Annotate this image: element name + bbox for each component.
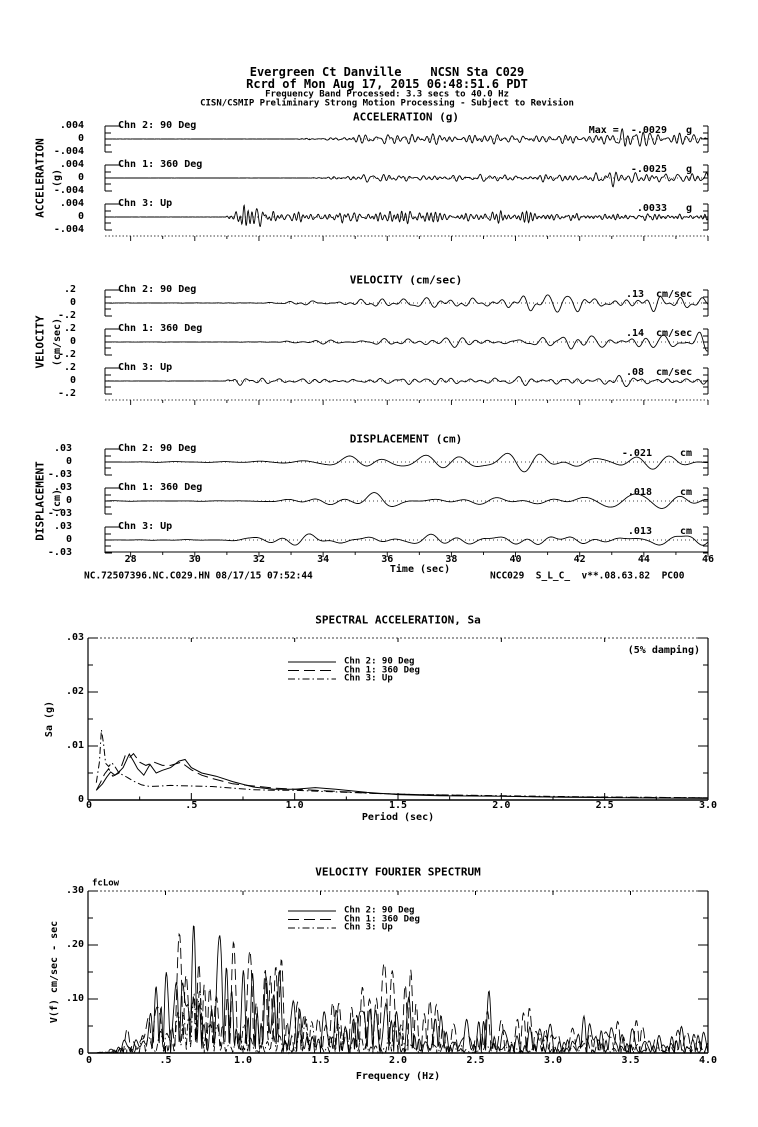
y-tick-label: .02: [65, 686, 84, 697]
x-tick-label: 40: [509, 554, 522, 565]
displacement-axis-unit: (cm): [52, 488, 63, 514]
y-tick-label: -.004: [53, 185, 84, 196]
y-tick-label: .03: [53, 521, 72, 532]
channel-label: Chn 2: 90 Deg: [118, 284, 197, 295]
peak-value-label: -.0025: [630, 164, 667, 175]
y-tick-label: 0: [77, 211, 84, 222]
damping-annotation: (5% damping): [627, 645, 700, 656]
peak-unit-label: cm: [680, 448, 693, 459]
velocity-axis-unit: (cm/sec): [52, 317, 63, 367]
frequency-axis-label: Frequency (Hz): [355, 1071, 441, 1082]
peak-value-label: .0033: [636, 203, 667, 214]
y-tick-label: .03: [53, 482, 72, 493]
y-tick-label: 0: [65, 534, 72, 545]
velocity-axis-label: VELOCITY: [33, 315, 47, 369]
channel-label: Chn 3: Up: [118, 198, 173, 209]
peak-value-label: .013: [627, 526, 652, 537]
x-tick-label: 1.0: [233, 1055, 253, 1066]
peak-value-label: Max = -.0029: [588, 125, 667, 136]
sa-chart-title: SPECTRAL ACCELERATION, Sa: [315, 613, 481, 627]
y-tick-label: 0: [69, 375, 76, 386]
x-tick-label: 38: [445, 554, 458, 565]
peak-unit-label: g: [686, 203, 693, 214]
y-tick-label: .03: [65, 632, 84, 643]
channel-label: Chn 1: 360 Deg: [118, 323, 203, 334]
peak-value-label: -.021: [621, 448, 652, 459]
peak-value-label: .018: [627, 487, 652, 498]
peak-unit-label: g: [686, 125, 693, 136]
x-tick-label: 3.5: [621, 1055, 640, 1066]
legend-label: Chn 1: 360 Deg: [344, 914, 420, 924]
processing-footer: NCC029 S_L_C_ v**.08.63.82 PC00: [490, 570, 685, 582]
x-tick-label: 42: [573, 554, 586, 565]
y-tick-label: 0: [77, 172, 84, 183]
y-tick-label: 0: [65, 495, 72, 506]
channel-label: Chn 2: 90 Deg: [118, 120, 197, 131]
y-tick-label: .30: [65, 885, 84, 896]
channel-label: Chn 3: Up: [118, 362, 173, 373]
legend-label: Chn 3: Up: [344, 673, 393, 684]
x-tick-label: 4.0: [698, 1055, 718, 1066]
peak-unit-label: cm: [680, 487, 693, 498]
y-tick-label: -.03: [47, 547, 72, 558]
y-tick-label: .2: [63, 284, 76, 295]
channel-label: Chn 2: 90 Deg: [118, 443, 197, 454]
x-tick-label: 30: [188, 554, 201, 565]
x-tick-label: 1.0: [285, 800, 304, 811]
channel-label: Chn 1: 360 Deg: [118, 159, 203, 170]
x-tick-label: 1.5: [311, 1055, 330, 1066]
displacement-axis-label: DISPLACEMENT: [33, 461, 47, 541]
x-tick-label: 2.0: [388, 1055, 408, 1066]
x-tick-label: 1.5: [388, 800, 408, 811]
acceleration-axis-label: ACCELERATION: [33, 138, 47, 218]
x-tick-label: 28: [124, 554, 137, 565]
y-tick-label: .2: [63, 362, 76, 373]
y-tick-label: .01: [65, 740, 84, 751]
y-tick-label: -.03: [47, 508, 72, 519]
y-tick-label: 0: [65, 456, 72, 467]
x-tick-label: 2.5: [466, 1055, 485, 1066]
y-tick-label: .2: [63, 323, 76, 334]
time-axis-label: Time (sec): [389, 564, 451, 575]
y-tick-label: .004: [59, 159, 84, 170]
peak-value-label: .08: [625, 367, 644, 378]
fourier-chart-title: VELOCITY FOURIER SPECTRUM: [315, 865, 481, 879]
y-tick-label: -.004: [53, 146, 84, 157]
x-tick-label: 3.0: [698, 800, 718, 811]
x-tick-label: 2.0: [492, 800, 511, 811]
acceleration-panel-title: ACCELERATION (g): [353, 110, 459, 124]
legend-label: Chn 1: 360 Deg: [344, 665, 420, 675]
x-tick-label: 0: [85, 800, 93, 811]
y-tick-label: -.2: [57, 388, 76, 399]
period-axis-label: Period (sec): [361, 812, 435, 823]
fourier-amplitude-axis-label: V(f) cm/sec - sec: [49, 920, 60, 1024]
x-tick-label: 36: [381, 554, 394, 565]
x-tick-label: .5: [185, 800, 198, 811]
x-tick-label: 32: [252, 554, 265, 565]
peak-unit-label: cm/sec: [656, 367, 693, 378]
sa-axis-label: Sa (g): [44, 700, 55, 738]
x-tick-label: 44: [637, 554, 650, 565]
y-tick-label: -.2: [57, 310, 76, 321]
x-tick-label: 46: [701, 554, 715, 565]
peak-unit-label: cm/sec: [656, 289, 693, 300]
peak-unit-label: g: [686, 164, 693, 175]
x-tick-label: 3.0: [543, 1055, 563, 1066]
y-tick-label: 0: [69, 336, 76, 347]
y-tick-label: 0: [77, 133, 84, 144]
y-tick-label: .20: [65, 939, 84, 950]
y-tick-label: 0: [69, 297, 76, 308]
header-record-line: Rcrd of Mon Aug 17, 2015 06:48:51.6 PDT: [246, 77, 528, 91]
y-tick-label: -.004: [53, 224, 84, 235]
y-tick-label: -.03: [47, 469, 72, 480]
peak-value-label: .13: [625, 289, 644, 300]
velocity-panel-title: VELOCITY (cm/sec): [349, 273, 463, 287]
x-tick-label: 2.5: [595, 800, 614, 811]
y-tick-label: .03: [53, 443, 72, 454]
legend-label: Chn 3: Up: [344, 922, 393, 933]
y-tick-label: .004: [59, 120, 84, 131]
peak-unit-label: cm: [680, 526, 693, 537]
y-tick-label: .10: [65, 993, 84, 1004]
y-tick-label: 0: [77, 794, 84, 805]
channel-label: Chn 1: 360 Deg: [118, 482, 203, 493]
peak-value-label: .14: [625, 328, 644, 339]
acceleration-axis-unit: (g): [52, 168, 63, 188]
header-station-line: Evergreen Ct Danville NCSN Sta C029: [249, 65, 525, 79]
legend-label: Chn 2: 90 Deg: [344, 905, 415, 916]
channel-label: Chn 3: Up: [118, 521, 173, 532]
x-tick-label: .5: [159, 1055, 172, 1066]
record-id-footer: NC.72507396.NC.C029.HN 08/17/15 07:52:44: [84, 570, 313, 582]
x-tick-label: 34: [317, 554, 330, 565]
filter-corner-label: fcLow: [92, 878, 120, 889]
y-tick-label: .004: [59, 198, 84, 209]
legend-label: Chn 2: 90 Deg: [344, 656, 415, 667]
header-disclaimer-line: CISN/CSMIP Preliminary Strong Motion Processing - Subject to Revision: [200, 98, 574, 109]
displacement-panel-title: DISPLACEMENT (cm): [349, 432, 463, 446]
header-band-line: Frequency Band Processed: 3.3 secs to 40.0 Hz: [265, 89, 509, 100]
y-tick-label: -.2: [57, 349, 76, 360]
peak-unit-label: cm/sec: [656, 328, 693, 339]
x-tick-label: 0: [85, 1055, 93, 1066]
y-tick-label: 0: [77, 1047, 84, 1058]
